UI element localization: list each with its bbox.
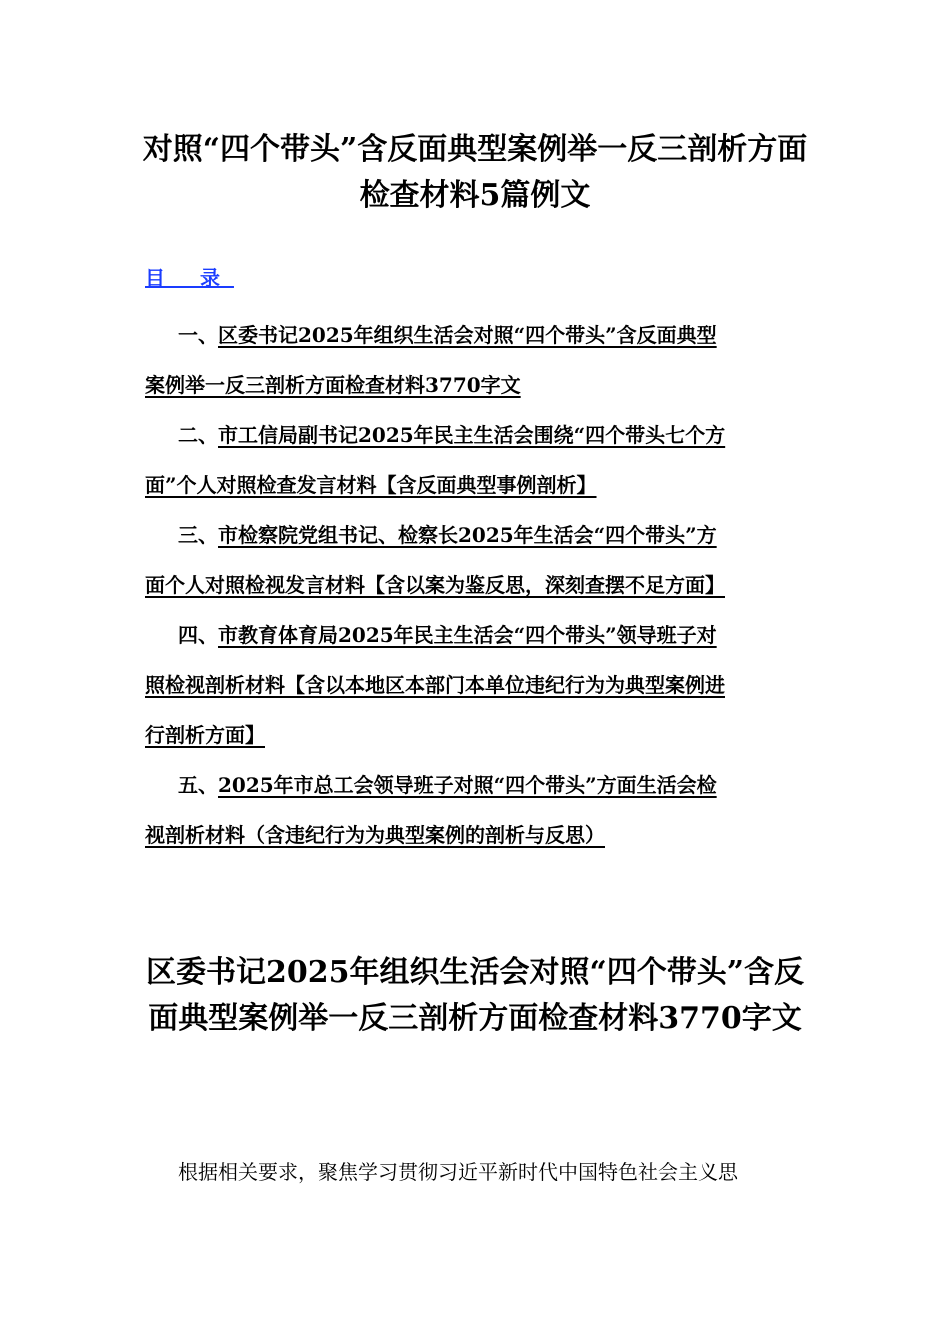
toc-item-number: 三、 xyxy=(178,523,218,547)
toc-item-link[interactable]: 市检察院党组书记、检察长2025年生活会“四个带头”方 xyxy=(218,523,717,547)
toc-item-link[interactable]: 市工信局副书记2025年民主生活会围绕“四个带头七个方 xyxy=(218,423,726,447)
toc-item-number: 五、 xyxy=(178,773,218,797)
document-title xyxy=(60,127,890,219)
document-title-line-1: 对照“四个带头”含反面典型案例举一反三剖析方面 xyxy=(142,132,808,167)
toc-item-link[interactable]: 市教育体育局2025年民主生活会“四个带头”领导班子对 xyxy=(218,623,717,647)
toc-heading-link[interactable]: 目 录 xyxy=(145,266,234,290)
toc-item-number: 四、 xyxy=(178,623,218,647)
section-title-line-1: 区委书记2025年组织生活会对照“四个带头”含反 xyxy=(145,955,804,990)
toc-item-link[interactable]: 行剖析方面】 xyxy=(145,723,265,747)
toc-item-link[interactable]: 案例举一反三剖析方面检查材料3770字文 xyxy=(145,373,521,397)
section-title xyxy=(60,950,890,1042)
toc-item-link[interactable]: 区委书记2025年组织生活会对照“四个带头”含反面典型 xyxy=(218,323,717,347)
document-title-line-2: 检查材料5篇例文 xyxy=(359,178,591,213)
toc-item-1[interactable] xyxy=(145,310,795,410)
toc-item-link[interactable]: 视剖析材料（含违纪行为为典型案例的剖析与反思） xyxy=(145,823,605,847)
section-title-line-2: 面典型案例举一反三剖析方面检查材料3770字文 xyxy=(148,1001,802,1036)
toc-item-number: 二、 xyxy=(178,423,218,447)
toc-item-link[interactable]: 面个人对照检视发言材料【含以案为鉴反思，深刻查摆不足方面】 xyxy=(145,573,725,597)
toc-item-4[interactable] xyxy=(145,610,795,760)
toc-item-3[interactable] xyxy=(145,510,795,610)
toc-item-number: 一、 xyxy=(178,323,218,347)
toc-item-link[interactable]: 面”个人对照检查发言材料【含反面典型事例剖析】 xyxy=(145,473,597,497)
toc-item-link[interactable]: 照检视剖析材料【含以本地区本部门本单位违纪行为为典型案例进 xyxy=(145,673,725,697)
toc-item-link[interactable]: 2025年市总工会领导班子对照“四个带头”方面生活会检 xyxy=(218,773,717,797)
body-paragraph: 根据相关要求，聚焦学习贯彻习近平新时代中国特色社会主义思 xyxy=(178,1160,738,1184)
table-of-contents xyxy=(145,310,795,860)
toc-item-2[interactable] xyxy=(145,410,795,510)
toc-item-5[interactable] xyxy=(145,760,795,860)
